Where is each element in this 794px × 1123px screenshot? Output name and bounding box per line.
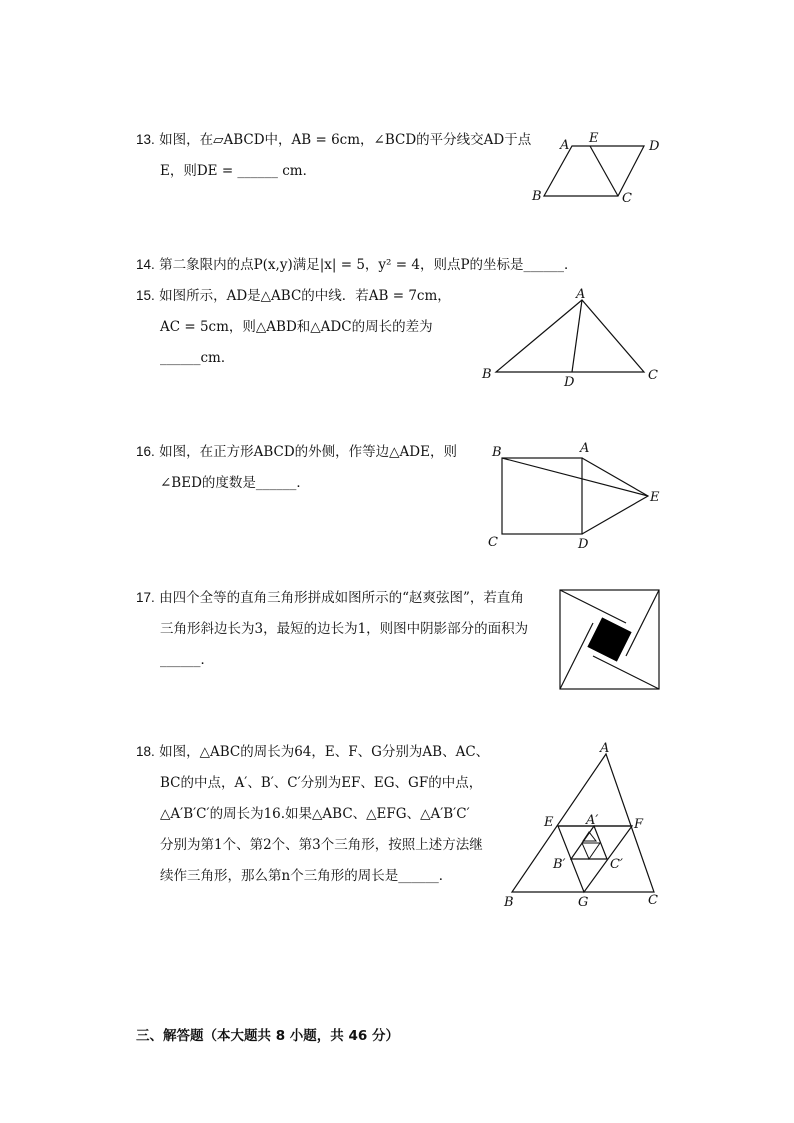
label-18-E: E [544, 815, 554, 830]
problem-15-number: 15. [136, 288, 155, 303]
label-16-E: E [650, 490, 660, 505]
problem-13-line-2 [160, 162, 316, 180]
label-16-D: D [578, 537, 589, 552]
label-13-C: C [622, 191, 632, 206]
label-18-F: F [634, 817, 644, 832]
shaded-square [587, 617, 631, 661]
label-15-C: C [648, 368, 658, 383]
problem-18-line-1 [136, 743, 489, 761]
label-16-A: A [580, 441, 590, 456]
label-18-B1: B′ [553, 857, 566, 872]
problem-17-number: 17. [136, 590, 155, 605]
problem-13-text-1: 如图，在▱ABCD中，AB = 6cm，∠BCD的平分线交AD于点 [159, 132, 532, 148]
problem-14-line-1 [136, 256, 578, 274]
label-18-C1: C′ [610, 857, 623, 872]
label-13-B: B [532, 189, 542, 204]
problem-17-line-1 [136, 589, 524, 607]
problem-14-number: 14. [136, 257, 155, 272]
problem-16-text-1: 如图，在正方形ABCD的外侧，作等边△ADE，则 [159, 444, 457, 460]
problem-15-text-3: ______cm． [160, 350, 235, 366]
section-heading: 三、解答题（本大题共 8 小题，共 46 分） [136, 1028, 399, 1044]
label-18-A: A [600, 741, 610, 756]
problem-13-number: 13. [136, 132, 155, 147]
label-16-C: C [488, 535, 498, 550]
label-18-G: G [578, 895, 589, 910]
problem-18-text-3: △A′B′C′的周长为16.如果△ABC、△EFG、△A′B′C′ [160, 806, 470, 822]
problem-16-number: 16. [136, 444, 155, 459]
label-13-A: A [560, 138, 570, 153]
problem-17-text-1: 由四个全等的直角三角形拼成如图所示的“赵爽弦图”，若直角 [159, 590, 524, 606]
problem-18-line-4 [160, 836, 483, 854]
problem-18-line-5 [160, 867, 452, 885]
problem-15-line-3 [160, 349, 234, 367]
problem-17-line-2 [160, 620, 528, 638]
label-18-A1: A′ [586, 813, 599, 828]
problem-13-line-1 [136, 131, 531, 149]
label-15-A: A [576, 287, 586, 302]
label-13-E: E [589, 131, 599, 146]
label-15-D: D [564, 375, 575, 390]
problem-15-line-1 [136, 287, 451, 305]
problem-18-text-1: 如图，△ABC的周长为64，E、F、G分别为AB、AC、 [159, 744, 490, 760]
problem-18-text-4: 分别为第1个、第2个、第3个三角形，按照上述方法继 [160, 837, 483, 853]
problem-18-line-3 [160, 805, 470, 823]
label-18-B: B [504, 895, 514, 910]
problem-16-line-2 [160, 474, 310, 492]
label-16-B: B [492, 445, 502, 460]
problem-16-line-1 [136, 443, 457, 461]
label-15-B: B [482, 367, 492, 382]
problem-17-text-2: 三角形斜边长为3，最短的边长为1，则图中阴影部分的面积为 [160, 621, 529, 637]
problem-18-number: 18. [136, 744, 155, 759]
problem-17-figure [558, 588, 662, 692]
problem-18-text-5: 续作三角形，那么第n个三角形的周长是______． [160, 868, 453, 884]
problem-15-figure [476, 284, 672, 390]
problem-15-text-2: AC = 5cm，则△ABD和△ADC的周长的差为 [160, 319, 433, 335]
problem-13-text-2: E，则DE = ______ cm． [160, 163, 317, 179]
problem-14-text-1: 第二象限内的点P(x,y)满足|x| = 5，y² = 4，则点P的坐标是______． [159, 257, 578, 273]
problem-18-figure [500, 740, 670, 912]
problem-17-line-3 [160, 651, 214, 669]
problem-16-text-2: ∠BED的度数是______． [160, 475, 310, 491]
problem-18-line-2 [160, 774, 482, 792]
problem-17-text-3: ______． [160, 652, 214, 668]
label-13-D: D [649, 139, 660, 154]
problem-15-line-2 [160, 318, 433, 336]
problem-15-text-1: 如图所示，AD是△ABC的中线．若AB = 7cm， [159, 288, 451, 304]
label-18-C: C [648, 893, 658, 908]
problem-16-figure [484, 438, 666, 554]
problem-13-figure [528, 126, 668, 210]
problem-18-text-2: BC的中点，A′、B′、C′分别为EF、EG、GF的中点， [160, 775, 483, 791]
